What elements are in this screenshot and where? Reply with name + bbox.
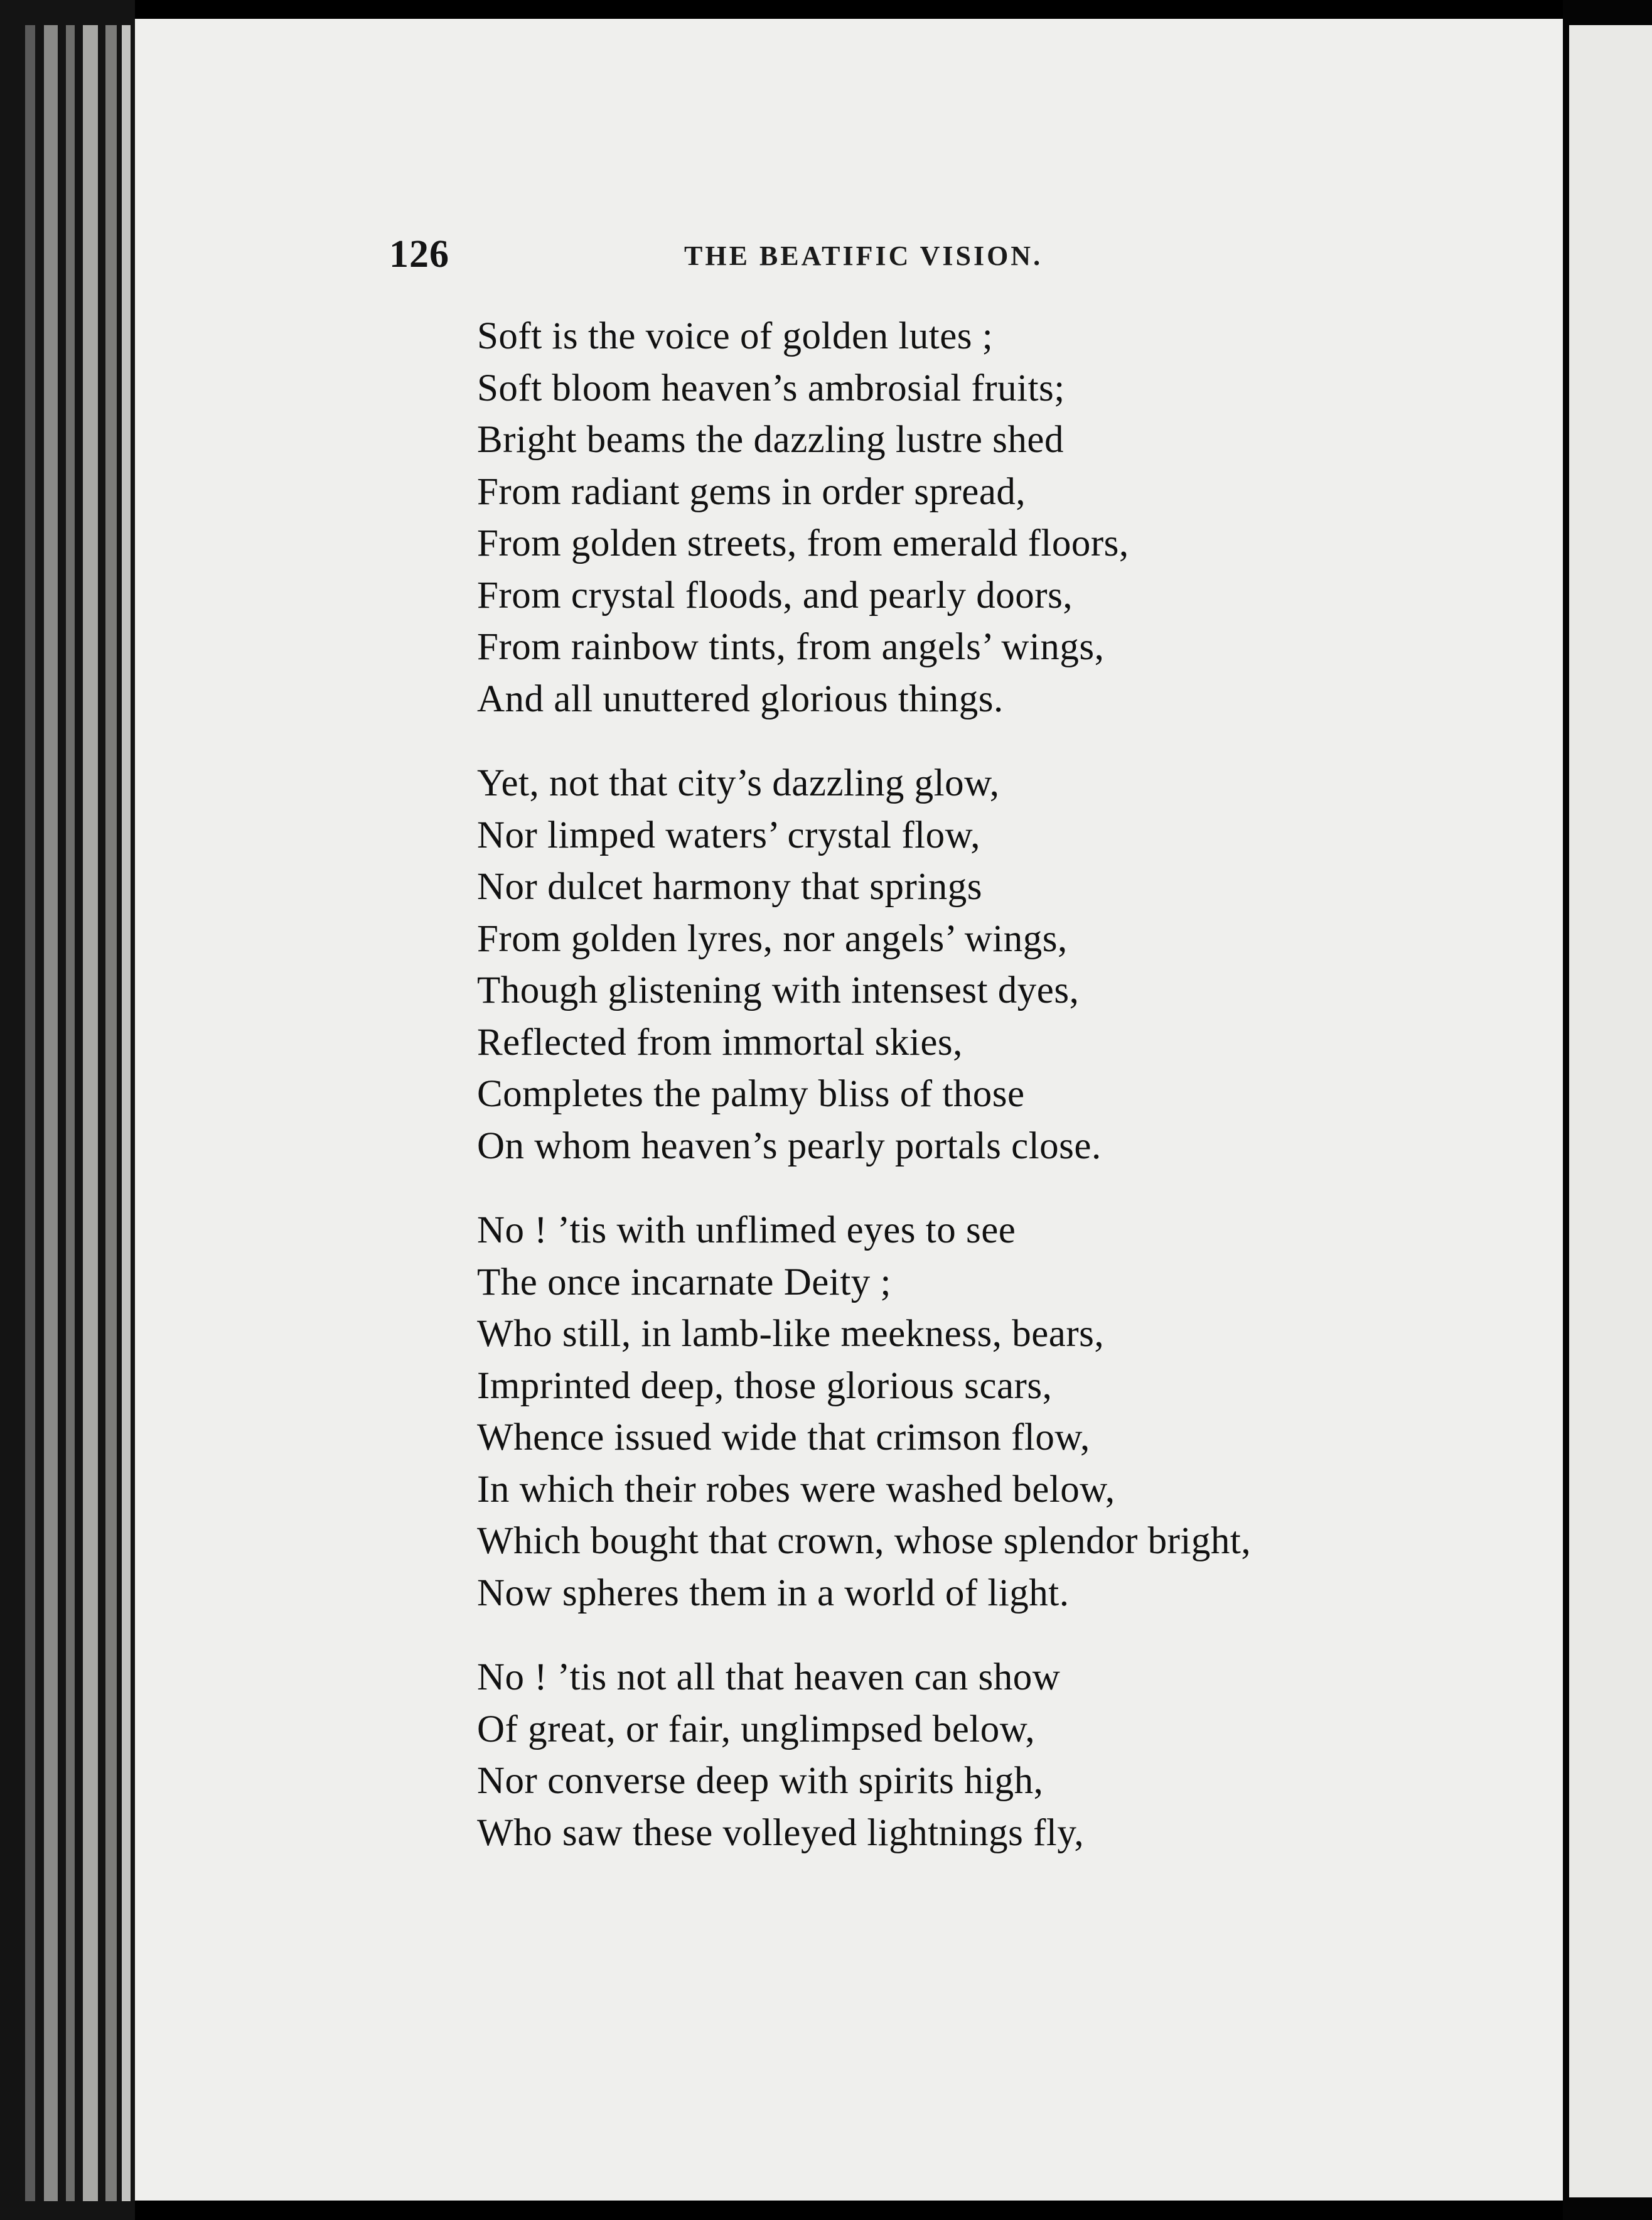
running-title: THE BEATIFIC VISION. — [684, 240, 1043, 271]
book-page-edges — [0, 0, 135, 2220]
poem-line: And all unuttered glorious things. — [477, 677, 1004, 720]
facing-page-edge — [1569, 25, 1652, 2197]
poem-line: In which their robes were washed below, — [477, 1468, 1115, 1511]
poem-line: Now spheres them in a world of light. — [477, 1571, 1070, 1614]
poem-line: The once incarnate Deity ; — [477, 1261, 891, 1303]
poem-line: On whom heaven’s pearly portals close. — [477, 1124, 1102, 1167]
poem-line: Nor dulcet harmony that springs — [477, 866, 982, 908]
poem-body — [477, 311, 1544, 1892]
poem-line: From golden lyres, nor angels’ wings, — [477, 917, 1068, 960]
poem-line: Who saw these volleyed lightnings fly, — [477, 1811, 1085, 1854]
poem-line: No ! ’tis not all that heaven can show — [477, 1656, 1061, 1698]
poem-line: Though glistening with intensest dyes, — [477, 969, 1080, 1011]
poem-line: Nor limped waters’ crystal flow, — [477, 814, 980, 856]
page-edge-strip — [122, 25, 131, 2201]
poem-line: Of great, or fair, unglimpsed below, — [477, 1708, 1036, 1750]
poem-line: Reflected from immortal skies, — [477, 1021, 963, 1064]
poem-line: Nor converse deep with spirits high, — [477, 1760, 1044, 1802]
poem-line: Imprinted deep, those glorious scars, — [477, 1364, 1053, 1407]
poem-line: From rainbow tints, from angels’ wings, — [477, 626, 1105, 668]
page-number: 126 — [389, 233, 449, 276]
poem-line: Yet, not that city’s dazzling glow, — [477, 762, 1000, 804]
poem-line: No ! ’tis with unflimed eyes to see — [477, 1209, 1016, 1251]
page-edge-strip — [25, 25, 35, 2201]
page-edge-strip — [105, 25, 117, 2201]
poem-line: From radiant gems in order spread, — [477, 470, 1026, 513]
page-header — [389, 232, 1092, 283]
poem-line: Whence issued wide that crimson flow, — [477, 1416, 1090, 1458]
page-edge-strip — [83, 25, 98, 2201]
poem-line: From crystal floods, and pearly doors, — [477, 574, 1073, 617]
poem-line: Bright beams the dazzling lustre shed — [477, 419, 1064, 461]
stanza — [477, 758, 1544, 1172]
poem-line: From golden streets, from emerald floors, — [477, 522, 1129, 564]
poem-line: Who still, in lamb-like meekness, bears, — [477, 1313, 1105, 1355]
poem-line: Which bought that crown, whose splendor bright, — [477, 1520, 1252, 1562]
poem-line: Soft bloom heaven’s ambrosial fruits; — [477, 367, 1065, 409]
stanza — [477, 311, 1544, 725]
page-edge-strip — [66, 25, 75, 2201]
stanza — [477, 1205, 1544, 1619]
poem-line: Soft is the voice of golden lutes ; — [477, 315, 994, 357]
stanza — [477, 1652, 1544, 1859]
poem-line: Completes the palmy bliss of those — [477, 1073, 1025, 1115]
page-edge-strip — [44, 25, 58, 2201]
